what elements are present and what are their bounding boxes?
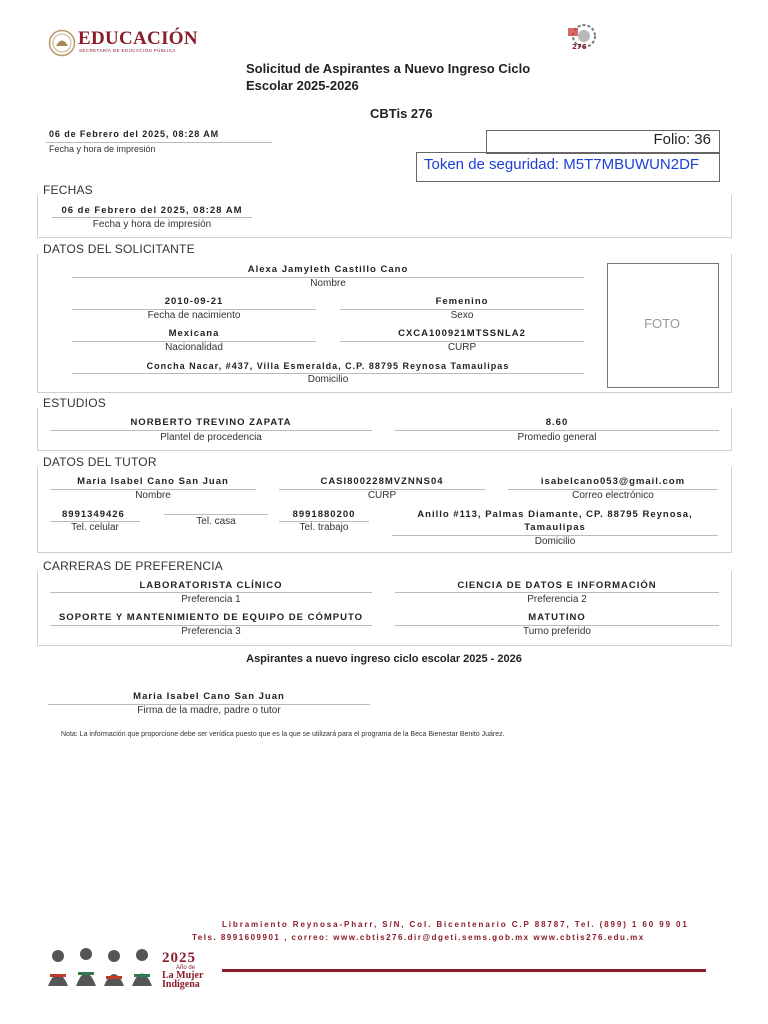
solicitante-sexo-label: Sexo xyxy=(450,310,474,321)
carrera-turno: MATUTINO xyxy=(528,612,586,623)
carrera-turno-label: Turno preferido xyxy=(523,626,591,637)
footer-year: 2025 xyxy=(162,950,196,966)
footer-year-sub3: Indígena xyxy=(162,979,200,990)
fechas-date-underline xyxy=(52,217,252,218)
footer-accent-line xyxy=(222,969,706,972)
section-title-solicitante: DATOS DEL SOLICITANTE xyxy=(43,242,195,256)
print-date-underline xyxy=(46,142,272,143)
estudios-promedio: 8.60 xyxy=(545,417,569,428)
footer-year-sub2: La Mujer xyxy=(162,970,204,981)
tutor-domicilio-label: Domicilio xyxy=(534,536,576,547)
tutor-nombre: Maria Isabel Cano San Juan xyxy=(77,476,229,487)
fechas-date-label: Fecha y hora de impresión xyxy=(92,219,212,230)
carrera-pref2-label: Preferencia 2 xyxy=(527,594,587,605)
nota: Nota: La información que proporcione debe ser verídica puesto que es la que se utilizará para el programa de la Beca Bienestar Benito Juárez. xyxy=(61,731,505,738)
estudios-promedio-label: Promedio general xyxy=(517,432,597,443)
solicitante-nacionalidad-label: Nacionalidad xyxy=(165,342,223,353)
security-token: Token de seguridad: M5T7MBUWUN2DF xyxy=(424,156,700,173)
solicitante-curp: CXCA100921MTSSNLA2 xyxy=(398,328,526,339)
carrera-pref3: SOPORTE Y MANTENIMIENTO DE EQUIPO DE CÓMPUTO xyxy=(58,612,364,623)
footer-year-sub1: Año de xyxy=(176,965,196,971)
section-title-estudios: ESTUDIOS xyxy=(43,396,106,410)
carrera-pref2: CIENCIA DE DATOS E INFORMACIÓN xyxy=(457,580,657,591)
solicitante-nacimiento: 2010-09-21 xyxy=(164,296,224,307)
tutor-domicilio-line2: Tamaulipas xyxy=(524,522,586,533)
carrera-pref1-label: Preferencia 1 xyxy=(181,594,241,605)
estudios-plantel-underline xyxy=(50,430,372,431)
print-date-label: Fecha y hora de impresión xyxy=(49,144,156,154)
print-date: 06 de Febrero del 2025, 08:28 AM xyxy=(49,129,220,139)
solicitante-domicilio-label: Domicilio xyxy=(307,374,349,385)
tutor-nombre-label: Nombre xyxy=(135,490,171,501)
footer-contact: Tels. 8991609901 , correo: www.cbtis276.dir@dgeti.sems.gob.mx www.cbtis276.edu.mx xyxy=(192,933,645,942)
tutor-casa-label: Tel. casa xyxy=(196,516,236,527)
firma-nombre: Maria Isabel Cano San Juan xyxy=(133,691,285,702)
section-title-tutor: DATOS DEL TUTOR xyxy=(43,455,157,469)
sep-logo xyxy=(48,28,198,58)
firma-label: Firma de la madre, padre o tutor xyxy=(137,705,281,716)
page-title xyxy=(246,60,586,94)
title-line-2: Escolar 2025-2026 xyxy=(246,78,359,93)
tutor-casa-underline xyxy=(164,514,268,515)
school-name: CBTis 276 xyxy=(370,106,433,121)
tutor-celular: 8991349426 xyxy=(62,509,125,520)
tutor-trabajo-label: Tel. trabajo xyxy=(299,522,349,533)
logo-subtext: SECRETARÍA DE EDUCACIÓN PÚBLICA xyxy=(79,48,176,53)
solicitante-nombre-label: Nombre xyxy=(310,278,346,289)
tutor-correo-label: Correo electrónico xyxy=(572,490,654,501)
solicitante-curp-label: CURP xyxy=(447,342,477,353)
aspirantes-title: Aspirantes a nuevo ingreso ciclo escolar 2025 - 2026 xyxy=(246,653,522,665)
solicitante-domicilio: Concha Nacar, #437, Villa Esmeralda, C.P. 88795 Reynosa Tamaulipas xyxy=(146,361,510,371)
section-title-fechas: FECHAS xyxy=(43,183,93,197)
tutor-celular-label: Tel. celular xyxy=(71,522,119,533)
eagle-seal-icon xyxy=(48,29,76,57)
carrera-pref1-underline xyxy=(50,592,372,593)
estudios-plantel: NORBERTO TREVINO ZAPATA xyxy=(130,417,292,428)
section-title-carreras: CARRERAS DE PREFERENCIA xyxy=(43,559,223,573)
estudios-plantel-label: Plantel de procedencia xyxy=(160,432,262,443)
carrera-pref3-label: Preferencia 3 xyxy=(181,626,241,637)
footer-address: Libramiento Reynosa-Pharr, S/N, Col. Bicentenario C.P 88787, Tel. (899) 1 60 99 01 xyxy=(222,920,689,929)
solicitante-nombre: Alexa Jamyleth Castillo Cano xyxy=(247,264,409,275)
folio: Folio: 36 xyxy=(653,131,711,148)
tutor-domicilio-line1: Anillo #113, Palmas Diamante, CP. 88795 Reynosa, xyxy=(417,509,693,520)
photo-label: FOTO xyxy=(644,316,680,331)
indigenous-women-illustration-icon xyxy=(42,942,160,986)
solicitante-nacimiento-label: Fecha de nacimiento xyxy=(147,310,241,321)
carrera-pref1: LABORATORISTA CLÍNICO xyxy=(139,580,283,591)
solicitante-sexo: Femenino xyxy=(435,296,489,307)
tutor-curp-label: CURP xyxy=(367,490,397,501)
tutor-correo: isabelcano053@gmail.com xyxy=(540,476,686,487)
title-line-1: Solicitud de Aspirantes a Nuevo Ingreso Ciclo xyxy=(246,61,531,76)
tutor-trabajo: 8991880200 xyxy=(292,509,356,520)
logo-text: EDUCACIÓN xyxy=(78,28,198,49)
estudios-promedio-underline xyxy=(395,430,719,431)
solicitante-nacionalidad: Mexicana xyxy=(168,328,220,339)
svg-text:276: 276 xyxy=(572,43,587,51)
tutor-curp: CASI800228MVZNNS04 xyxy=(320,476,444,487)
cbtis-logo-icon xyxy=(562,22,606,52)
carrera-pref2-underline xyxy=(395,592,719,593)
fechas-date: 06 de Febrero del 2025, 08:28 AM xyxy=(61,205,243,216)
